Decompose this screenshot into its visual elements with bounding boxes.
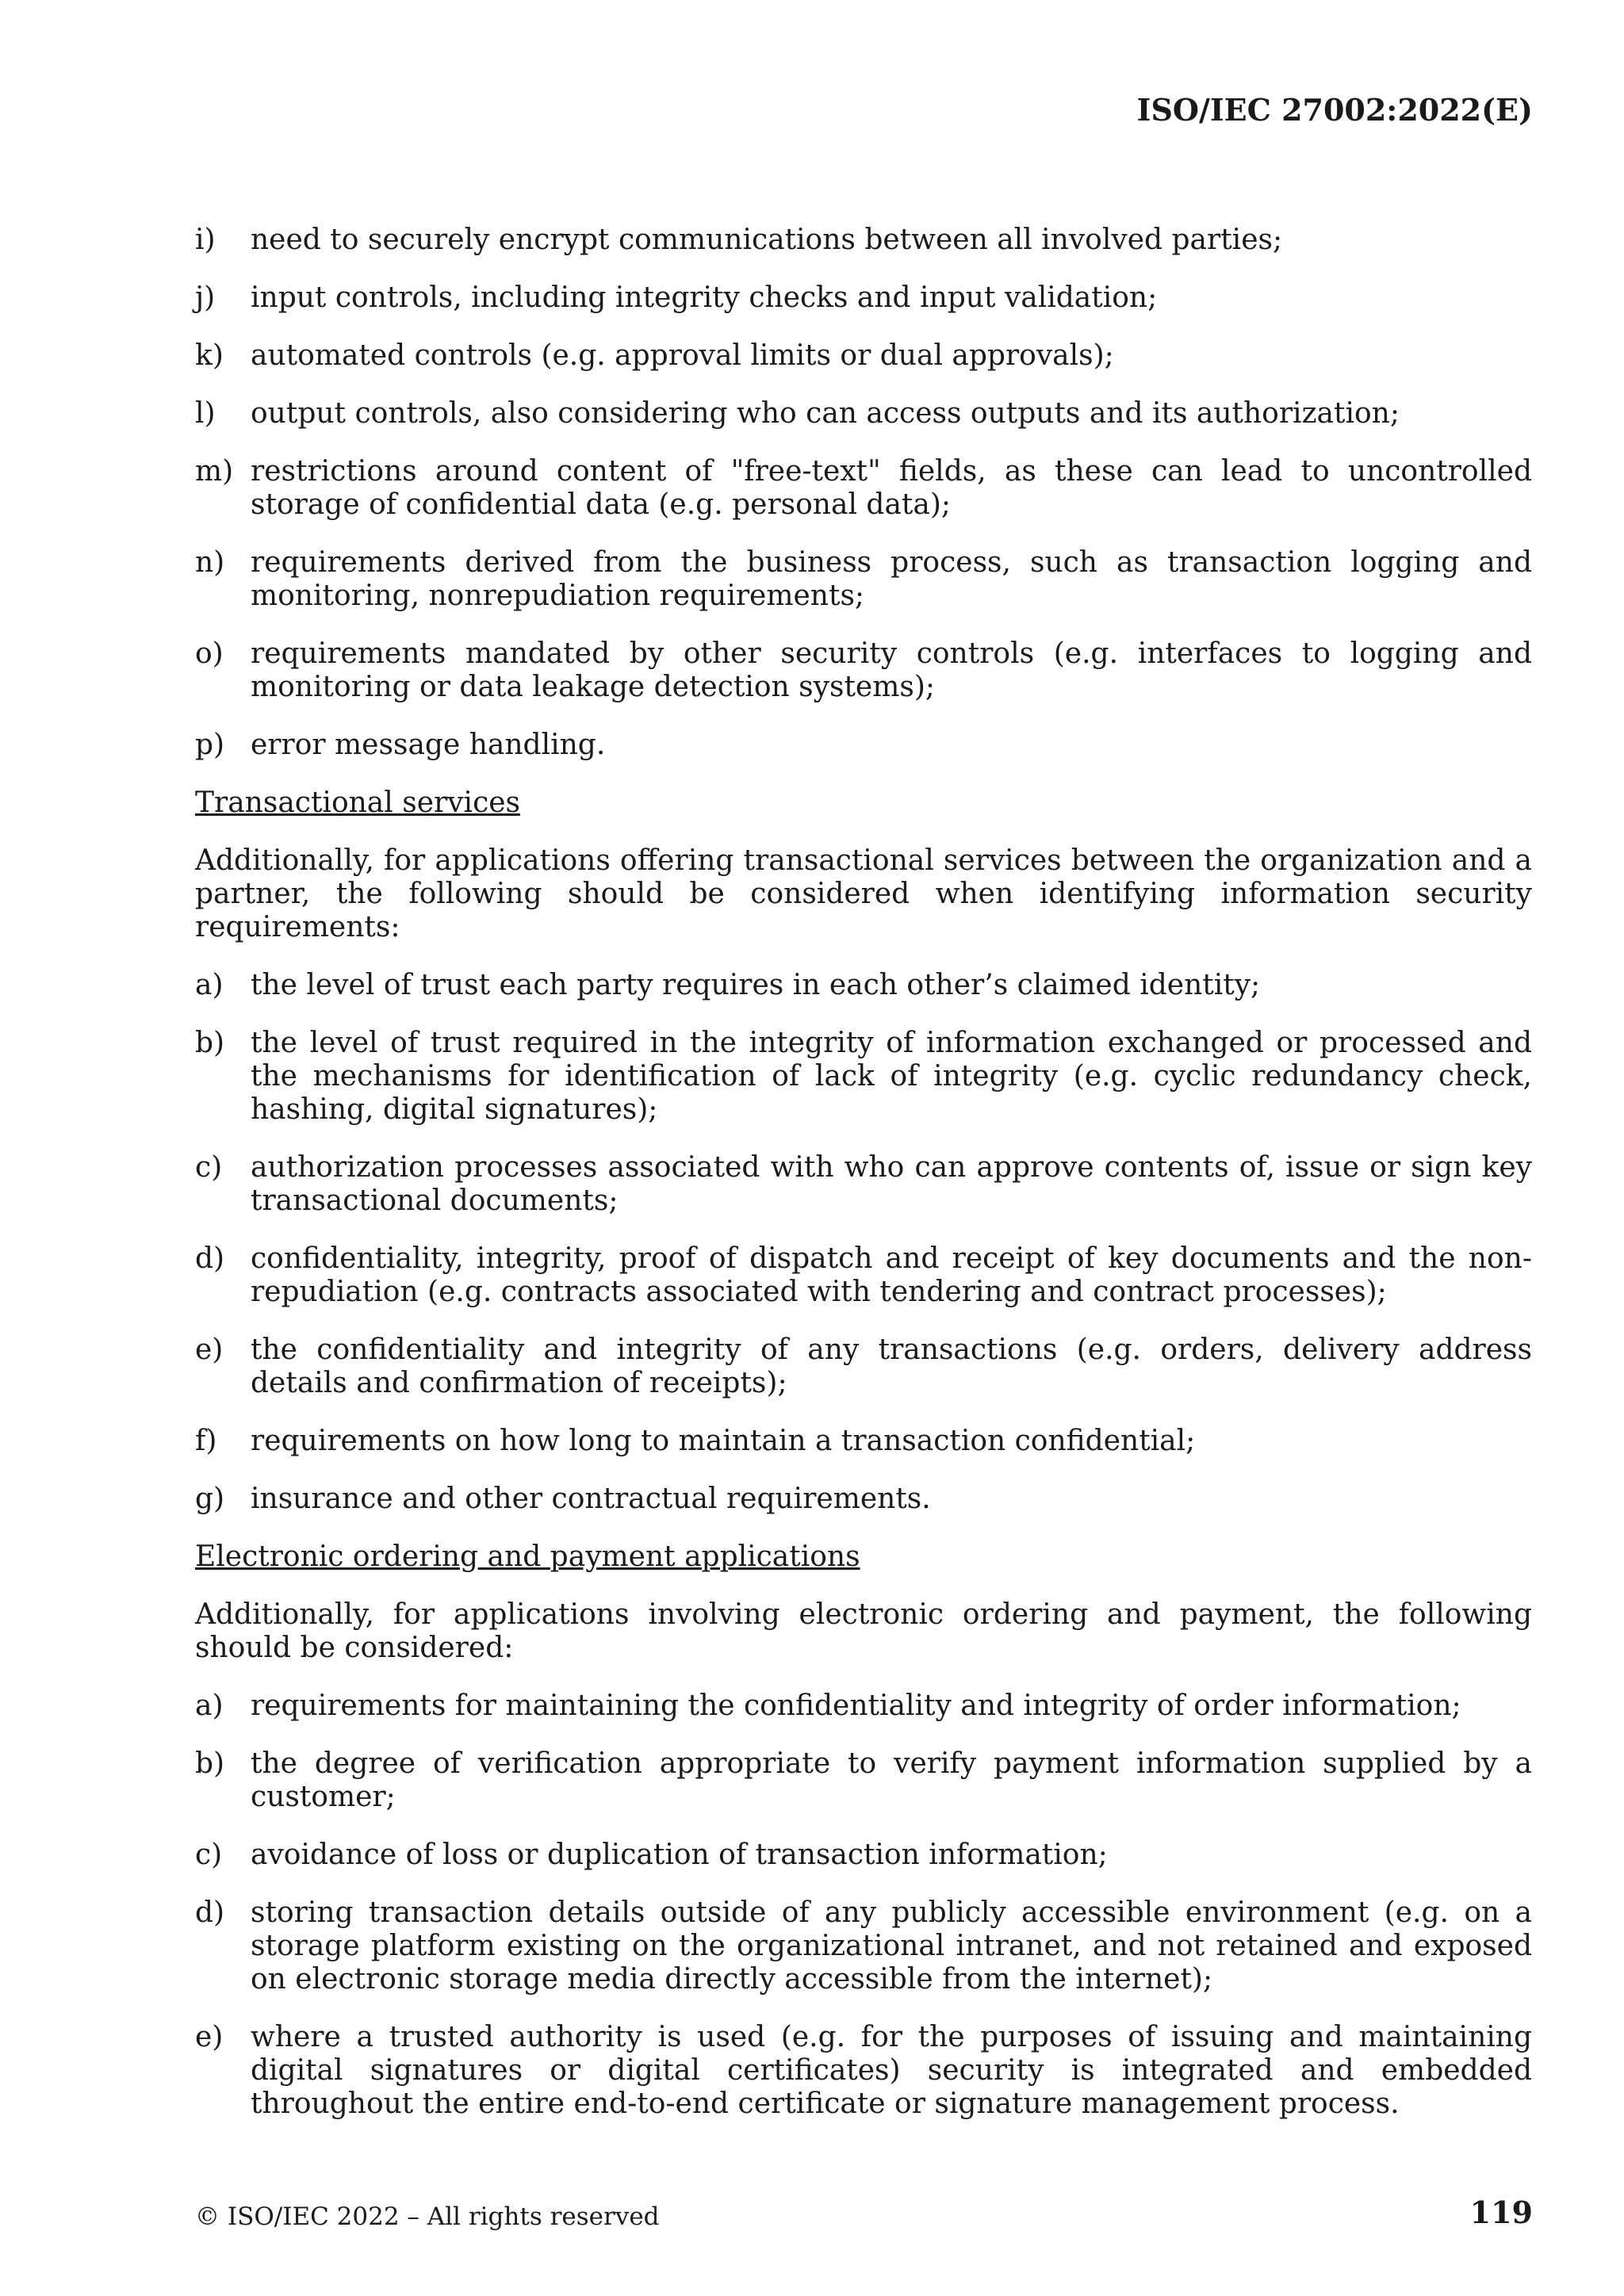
list-item-text: restrictions around content of "free-text" fields, as these can lead to uncontrolled storage of confidential data (e.g. personal data); [251, 455, 1532, 521]
section-intro-paragraph: Additionally, for applications offering transactional services between the organization and a partner, the following should be considered when identifying information security requirements: [195, 844, 1532, 943]
list-item-label: a) [195, 1689, 224, 1722]
list-item-label: k) [195, 339, 224, 372]
page-number: 119 [1469, 2195, 1533, 2230]
list-item-label: d) [195, 1242, 225, 1275]
list-item-label: f) [195, 1425, 217, 1457]
list-item-text: requirements on how long to maintain a transaction confidential; [251, 1425, 1196, 1457]
section-heading-transactional-services: Transactional services [195, 786, 521, 819]
list-item-text: the level of trust required in the integrity of information exchanged or processed and the mechanisms for identification of lack of integrity (e.g. cyclic redundancy check, hashing, digital signatures); [251, 1027, 1532, 1126]
list-item-text: requirements derived from the business process, such as transaction logging and monitoring, nonrepudiation requirements; [251, 546, 1532, 612]
list-item-label: p) [195, 729, 225, 761]
list-item-label: m) [195, 455, 234, 488]
list-item-text: the confidentiality and integrity of any transactions (e.g. orders, delivery address details and confirmation of receipts); [251, 1334, 1532, 1399]
section-heading-electronic-ordering: Electronic ordering and payment applications [195, 1540, 860, 1573]
list-item [195, 1747, 1532, 1814]
list-item [195, 729, 1532, 762]
footer-copyright: © ISO/IEC 2022 – All rights reserved [195, 2202, 660, 2231]
list-item [195, 1151, 1532, 1218]
list-item [195, 637, 1532, 704]
list-item-text: error message handling. [251, 729, 606, 761]
list-item-label: n) [195, 546, 225, 579]
list-item [195, 1027, 1532, 1127]
list-item-label: j) [195, 281, 216, 314]
list-item [195, 281, 1532, 315]
list-item-text: input controls, including integrity checks and input validation; [251, 281, 1158, 314]
list-item-label: l) [195, 397, 216, 430]
list-item [195, 1839, 1532, 1872]
list-item-text: storing transaction details outside of any publicly accessible environment (e.g. on a storage platform existing on the organizational intranet, and not retained and exposed on electronic storage media directly accessible from the internet); [251, 1896, 1532, 1996]
list-item-text: the degree of verification appropriate to verify payment information supplied by a customer; [251, 1747, 1532, 1813]
list-item [195, 1425, 1532, 1458]
list-item [195, 339, 1532, 373]
list-item-label: o) [195, 637, 224, 670]
list-item [195, 546, 1532, 613]
list-item-label: c) [195, 1839, 223, 1871]
list-item [195, 455, 1532, 522]
list-item [195, 397, 1532, 430]
list-item [195, 1334, 1532, 1400]
list-item-text: requirements mandated by other security controls (e.g. interfaces to logging and monitoring or data leakage detection systems); [251, 637, 1532, 703]
document-header-id: ISO/IEC 27002:2022(E) [1136, 92, 1533, 128]
list-item-label: b) [195, 1747, 225, 1780]
list-item-text: insurance and other contractual requirements. [251, 1483, 931, 1515]
list-item-text: need to securely encrypt communications between all involved parties; [251, 224, 1283, 256]
list-item [195, 224, 1532, 257]
list-item [195, 2021, 1532, 2121]
list-item-text: automated controls (e.g. approval limits or dual approvals); [251, 339, 1114, 372]
list-item-label: i) [195, 224, 216, 256]
list-item-text: where a trusted authority is used (e.g. for the purposes of issuing and maintaining digital signatures or digital certificates) security is integrated and embedded throughout the entire end-to-end certificate or signature management process. [251, 2021, 1532, 2120]
list-item [195, 1896, 1532, 1996]
list-item-label: c) [195, 1151, 223, 1184]
list-item [195, 1689, 1532, 1723]
page-content [195, 224, 1532, 2145]
list-item [195, 969, 1532, 1002]
list-item-label: b) [195, 1027, 225, 1059]
list-item-text: authorization processes associated with who can approve contents of, issue or sign key transactional documents; [251, 1151, 1532, 1217]
list-item-label: g) [195, 1483, 225, 1515]
list-item-label: a) [195, 969, 224, 1001]
section-intro-paragraph: Additionally, for applications involving electronic ordering and payment, the following should be considered: [195, 1598, 1532, 1664]
list-item-label: e) [195, 2021, 224, 2053]
list-item [195, 1483, 1532, 1516]
list-item [195, 1242, 1532, 1309]
list-item-text: the level of trust each party requires in each other’s claimed identity; [251, 969, 1261, 1001]
list-item-text: confidentiality, integrity, proof of dispatch and receipt of key documents and the non-repudiation (e.g. contracts associated with tendering and contract processes); [251, 1242, 1532, 1308]
list-item-text: avoidance of loss or duplication of transaction information; [251, 1839, 1108, 1871]
list-item-label: e) [195, 1334, 224, 1366]
list-item-text: requirements for maintaining the confidentiality and integrity of order information; [251, 1689, 1461, 1722]
list-item-label: d) [195, 1896, 225, 1929]
list-item-text: output controls, also considering who can access outputs and its authorization; [251, 397, 1400, 430]
